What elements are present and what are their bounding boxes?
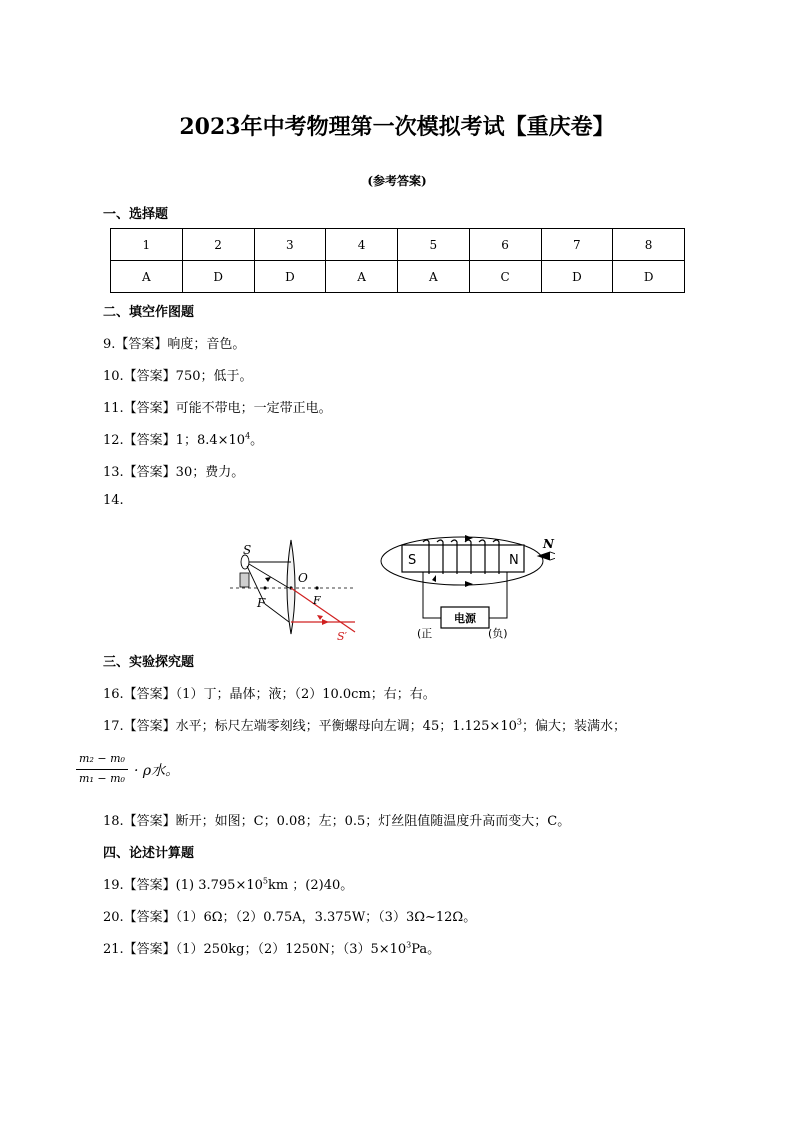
focal-point-dot [315, 586, 318, 589]
table-cell: 8 [613, 229, 685, 261]
section-heading-experiment: 三、实验探究题 [103, 655, 195, 670]
answer-text: km ；(2)40。 [267, 878, 354, 893]
table-cell: C [469, 261, 541, 293]
source-stand [240, 573, 249, 587]
fraction-bar [76, 769, 128, 770]
current-arrow [432, 575, 436, 582]
table-cell: 5 [398, 229, 470, 261]
table-cell: 2 [182, 229, 254, 261]
label-o: O [298, 571, 308, 585]
arrowhead [265, 577, 271, 582]
incident-ray [265, 604, 289, 622]
arrowhead [322, 619, 329, 625]
table-cell: A [326, 261, 398, 293]
answer-line-q11: 11.【答案】可能不带电；一定带正电。 [103, 401, 332, 416]
table-cell: 4 [326, 229, 398, 261]
exponent: 3 [516, 717, 522, 727]
formula-numerator: m₂ − m₀ [79, 752, 125, 765]
answer-text: 19.【答案】(1) 3.795×10 [103, 878, 263, 893]
lens-ray-diagram [230, 540, 355, 643]
coil-pole-n: N [509, 553, 519, 568]
electromagnet-diagram [381, 535, 555, 640]
table-row-answers [111, 261, 685, 293]
table-row-numbers [111, 229, 685, 261]
answer-line-q21 [103, 938, 440, 957]
exponent: 3 [406, 940, 412, 950]
table-cell: D [254, 261, 326, 293]
iron-core [402, 545, 524, 572]
compass-n-label: N [543, 537, 554, 551]
incident-ray [249, 564, 289, 588]
formula-denominator: m₁ − m₀ [79, 772, 125, 785]
page-title: 2023年中考物理第一次模拟考试【重庆卷】 [179, 114, 615, 140]
answer-line-q20: 20.【答案】（1）6Ω；（2）0.75A，3.375W；（3）3Ω~12Ω。 [103, 910, 477, 925]
table-cell: D [541, 261, 613, 293]
positive-terminal-label: (正 [417, 627, 433, 640]
label-s: S [243, 543, 252, 557]
table-cell: A [111, 261, 183, 293]
table-cell: 6 [469, 229, 541, 261]
answer-line-q18: 18.【答案】断开；如图；C；0.08；左；0.5；灯丝阻值随温度升高而变大；C。 [103, 814, 571, 829]
answer-line-q13: 13.【答案】30；费力。 [103, 465, 245, 480]
exponent: 4 [245, 431, 251, 441]
circuit-wire [487, 572, 507, 618]
label-f-right: F [313, 594, 321, 607]
coil-pole-s: S [408, 553, 417, 568]
table-cell: D [182, 261, 254, 293]
answer-line-q9: 9.【答案】响度；音色。 [103, 337, 246, 352]
answer-text: 。 [250, 433, 264, 448]
answer-text: ；偏大；装满水； [521, 719, 626, 734]
compass-needle-tip [538, 552, 550, 560]
page-subtitle: (参考答案) [367, 174, 427, 188]
answer-text: 21.【答案】（1）250kg；（2）1250N；（3）5×10 [103, 942, 407, 957]
refracted-ray [291, 588, 355, 632]
field-arrow [465, 581, 473, 587]
section-heading-calc: 四、论述计算题 [103, 846, 195, 861]
answer-line-q12 [103, 429, 263, 448]
answer-text: 17.【答案】水平；标尺左端零刻线；平衡螺母向左调；45；1.125×10 [103, 719, 517, 734]
answer-line-q14: 14. [103, 493, 124, 508]
section-heading-fill: 二、填空作图题 [103, 305, 195, 320]
answer-line-q19 [103, 874, 353, 893]
focal-point-dot [263, 586, 266, 589]
table-cell: D [613, 261, 685, 293]
choice-answer-table [110, 228, 685, 293]
table-cell: 1 [111, 229, 183, 261]
power-label: 电源 [454, 612, 476, 625]
label-f-left: F [257, 596, 266, 610]
answer-diagram-q14 [225, 522, 555, 647]
answer-text: Pa。 [411, 942, 441, 957]
answer-text: 12.【答案】1；8.4×10 [103, 433, 246, 448]
table-cell: 7 [541, 229, 613, 261]
negative-terminal-label: (负) [488, 627, 508, 640]
table-cell: 3 [254, 229, 326, 261]
answer-line-q16: 16.【答案】（1）丁；晶体；液；（2）10.0cm；右；右。 [103, 687, 436, 702]
answer-line-q10: 10.【答案】750；低于。 [103, 369, 253, 384]
label-s-image: S′ [337, 630, 348, 643]
table-cell: A [398, 261, 470, 293]
answer-line-q17 [103, 715, 626, 734]
formula-density-term: · ρ水。 [134, 763, 180, 779]
section-heading-choice: 一、选择题 [103, 207, 169, 222]
exponent: 5 [262, 876, 268, 886]
